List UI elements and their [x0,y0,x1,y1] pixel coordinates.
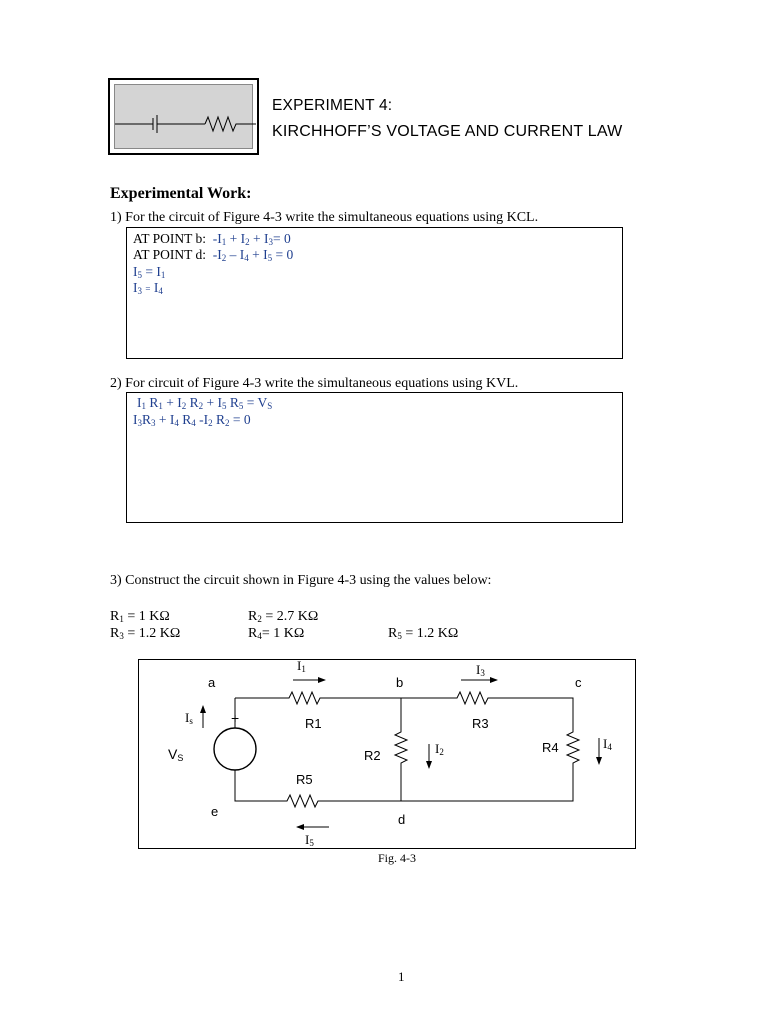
value-r4: $R_4= 1$ KΩ [248,626,305,641]
node-c: c [575,675,582,690]
kvl-eq-2: $I_3R_3 + I_4$ $R_4$ $-I_2$ $R_2 = 0$ [133,412,251,428]
page-number: 1 [398,969,405,984]
answer-box-2 [126,392,623,523]
kvl-eq-1: $I_1$ $R_1 + I_2$ $R_2 + I_5$ $R_5 = V_S$ [137,395,273,411]
node-b: b [396,675,404,690]
resistor-r3-label: R3 [472,716,489,731]
current-i5-label: $I_5$ [305,832,314,848]
resistor-r1-label: R1 [305,716,322,731]
value-r2: $R_2 = 2.7$ KΩ [248,609,319,624]
question-3: 3) Construct the circuit shown in Figure 4-3 using the values below: [110,573,492,588]
kcl-eq-b: $-I_1 + I_2 + I_3= 0$ [212,231,291,247]
value-r3: $R_3 = 1.2$ KΩ [110,626,181,641]
resistor-r5-label: R5 [296,772,313,787]
figure-caption: Fig. 4-3 [378,851,417,865]
node-e: e [211,804,219,819]
circuit-figure [138,659,636,849]
source-vs-label: $V_S$ [168,746,184,763]
resistor-r2-label: R2 [364,748,381,763]
current-is-label: $I_s$ [185,710,193,726]
current-i1-label: $I_1$ [297,658,306,674]
node-a: a [208,675,216,690]
section-title: Experimental Work: [110,185,252,202]
question-2: 2) For circuit of Figure 4-3 write the simultaneous equations using KVL. [110,376,519,391]
logo-panel [114,84,253,149]
value-r1: $R_1 = 1$ KΩ [110,609,170,624]
value-r5: $R_5 = 1.2$ KΩ [388,626,459,641]
current-i4-label: $I_4$ [603,736,612,752]
node-d: d [398,812,406,827]
page-title: KIRCHHOFF’S VOLTAGE AND CURRENT LAW [272,123,623,140]
current-i2-label: $I_2$ [435,741,444,757]
header-logo-box [108,78,259,155]
kcl-label-b: AT POINT b: [133,231,207,246]
kcl-eq-3: $I_5 = I_1$ [133,264,166,280]
kcl-label-d: AT POINT d: [133,247,207,262]
current-i3-label: $I_3$ [476,662,485,678]
answer-box-1 [126,227,623,359]
question-1: 1) For the circuit of Figure 4-3 write the simultaneous equations using KCL. [110,210,539,225]
source-plus-sign: + [231,710,240,726]
battery-resistor-icon [115,85,256,152]
kcl-eq-4: $I_3 = I_4$ [133,280,163,296]
kcl-eq-d: $-I_2 - I_4 + I_5 = 0$ [212,247,294,263]
experiment-label: EXPERIMENT 4: [272,97,393,114]
resistor-r4-label: R4 [542,740,559,755]
